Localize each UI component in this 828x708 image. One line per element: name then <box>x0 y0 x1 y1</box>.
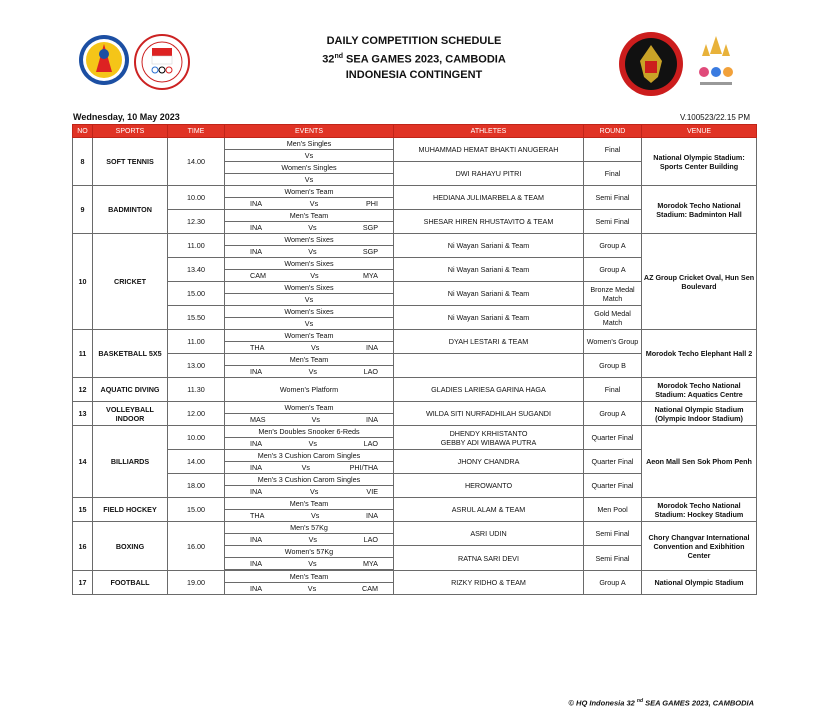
athlete-name: DWI RAHAYU PITRI <box>394 162 584 186</box>
table-row <box>73 138 757 150</box>
team-b: LAO <box>363 367 378 376</box>
round-label: Semi Final <box>584 522 642 546</box>
matchup <box>225 534 394 546</box>
athlete-name <box>394 426 584 450</box>
team-b: CAM <box>362 584 378 593</box>
event-time: 10.00 <box>168 186 225 210</box>
round-label: Group A <box>584 402 642 426</box>
vs-label: Vs <box>311 511 320 520</box>
title-line-1: DAILY COMPETITION SCHEDULE <box>326 35 502 47</box>
col-header-athletes: ATHLETES <box>394 125 584 138</box>
team-a: THA <box>250 511 265 520</box>
round-label: Final <box>584 138 642 162</box>
venue-name: National Olympic Stadium (Olympic Indoor Stadium) <box>642 402 757 426</box>
sport-name: BOXING <box>93 522 168 571</box>
team-a: INA <box>250 487 262 496</box>
event-time: 14.00 <box>168 138 225 186</box>
round-label: Group A <box>584 234 642 258</box>
row-number: 17 <box>73 571 93 595</box>
venue-name: AZ Group Cricket Oval, Hun Sen Boulevard <box>642 234 757 330</box>
event-time: 15.00 <box>168 282 225 306</box>
vs-label: Vs <box>307 584 317 593</box>
team-a: INA <box>250 367 262 376</box>
schedule-version: V.100523/22.15 PM <box>680 113 750 122</box>
matchup <box>225 366 394 378</box>
team-a: MAS <box>250 415 266 424</box>
round-label: Group A <box>584 571 642 595</box>
event-name: Women's Sixes <box>225 306 394 318</box>
matchup <box>225 198 394 210</box>
sport-name: FIELD HOCKEY <box>93 498 168 522</box>
table-row <box>73 186 757 198</box>
round-label: Quarter Final <box>584 474 642 498</box>
team-a: INA <box>250 247 262 256</box>
round-label: Bronze Medal Match <box>584 282 642 306</box>
team-a: INA <box>250 199 262 208</box>
vs-label: Vs <box>310 271 319 280</box>
vs-label: Vs <box>308 247 317 256</box>
team-b: LAO <box>363 439 378 448</box>
venue-name: National Olympic Stadium: Sports Center Building <box>642 138 757 186</box>
event-name: Men's Team <box>225 498 394 510</box>
sport-name: FOOTBALL <box>93 571 168 595</box>
sport-name: BASKETBALL 5X5 <box>93 330 168 378</box>
round-label: Final <box>584 378 642 402</box>
athlete-name: WILDA SITI NURFADHILAH SUGANDI <box>394 402 584 426</box>
team-a: INA <box>250 584 262 593</box>
col-header-no: NO <box>73 125 93 138</box>
sport-name: BADMINTON <box>93 186 168 234</box>
athlete-name: DYAH LESTARI & TEAM <box>394 330 584 354</box>
matchup: Vs <box>225 318 394 330</box>
event-name: Women's Sixes <box>225 258 394 270</box>
title-number: 32 <box>322 53 335 66</box>
round-label: Final <box>584 162 642 186</box>
athlete-name: RIZKY RIDHO & TEAM <box>394 571 584 595</box>
col-header-venue: VENUE <box>642 125 757 138</box>
event-name: Men's 3 Cushion Carom Singles <box>225 450 394 462</box>
vs-label: Vs <box>311 415 320 424</box>
event-time: 15.50 <box>168 306 225 330</box>
title-line-3: INDONESIA CONTINGENT <box>345 68 483 81</box>
vs-label: Vs <box>308 535 317 544</box>
col-header-time: TIME <box>168 125 225 138</box>
row-number: 14 <box>73 426 93 498</box>
athlete-name: Ni Wayan Sariani & Team <box>394 282 584 306</box>
team-b: INA <box>366 415 378 424</box>
row-number: 16 <box>73 522 93 571</box>
event-name: Men's Team <box>225 354 394 366</box>
team-b: SGP <box>362 223 378 232</box>
event-time: 11.00 <box>168 234 225 258</box>
round-label: Men Pool <box>584 498 642 522</box>
matchup <box>225 510 394 522</box>
event-time: 16.00 <box>168 522 225 571</box>
event-name: Men's 3 Cushion Carom Singles <box>225 474 394 486</box>
event-time: 15.00 <box>168 498 225 522</box>
round-label: Semi Final <box>584 186 642 210</box>
team-a: INA <box>250 463 262 472</box>
event-time: 19.00 <box>168 571 225 595</box>
event-name: Women's Team <box>225 330 394 342</box>
team-b: SGP <box>362 247 378 256</box>
team-a: THA <box>250 343 265 352</box>
venue-name: Morodok Techo National Stadium: Aquatics Centre <box>642 378 757 402</box>
venue-name: Morodok Techo National Stadium: Badminton Hall <box>642 186 757 234</box>
round-label: Group A <box>584 258 642 282</box>
title-line-2 <box>0 49 828 68</box>
team-b: PHI <box>366 199 378 208</box>
matchup <box>225 270 394 282</box>
vs-label: Vs <box>308 367 317 376</box>
venue-name: Aeon Mall Sen Sok Phom Penh <box>642 426 757 498</box>
athlete-name: ASRUL ALAM & TEAM <box>394 498 584 522</box>
team-b: PHI/THA <box>349 463 378 472</box>
table-row <box>73 378 757 402</box>
table-row <box>73 498 757 510</box>
vs-label: Vs <box>311 343 320 352</box>
event-time: 11.30 <box>168 378 225 402</box>
table-row <box>73 426 757 438</box>
row-number: 13 <box>73 402 93 426</box>
athlete-name: HEDIANA JULIMARBELA & TEAM <box>394 186 584 210</box>
row-number: 8 <box>73 138 93 186</box>
event-name: Men's Singles <box>225 138 394 150</box>
athlete-name-2: GEBBY ADI WIBAWA PUTRA <box>440 437 537 447</box>
event-name: Men's Doubles Snooker 6-Reds <box>225 426 394 438</box>
event-time: 12.00 <box>168 402 225 426</box>
event-time: 11.00 <box>168 330 225 354</box>
col-header-events: EVENTS <box>225 125 394 138</box>
schedule-date: Wednesday, 10 May 2023 <box>73 112 180 122</box>
athlete-name <box>394 354 584 378</box>
event-name: Women's Team <box>225 186 394 198</box>
event-time: 13.40 <box>168 258 225 282</box>
event-name: Men's Team <box>225 210 394 222</box>
matchup <box>225 414 394 426</box>
event-time: 12.30 <box>168 210 225 234</box>
table-row <box>73 330 757 342</box>
footer-event: SEA GAMES 2023, CAMBODIA <box>643 698 754 708</box>
matchup <box>225 438 394 450</box>
athlete-name: HEROWANTO <box>394 474 584 498</box>
team-a: INA <box>250 439 262 448</box>
event-name: Women's 57Kg <box>225 546 394 558</box>
venue-name: Morodok Techo Elephant Hall 2 <box>642 330 757 378</box>
event-name: Women's Singles <box>225 162 394 174</box>
event-time: 18.00 <box>168 474 225 498</box>
matchup <box>225 583 394 595</box>
table-row <box>73 522 757 534</box>
event-name: Women's Team <box>225 402 394 414</box>
event-name: Men's Team <box>225 571 394 583</box>
team-a: CAM <box>250 271 266 280</box>
matchup: Vs <box>225 174 394 186</box>
footer-ordinal: nd <box>636 698 643 704</box>
event-time: 13.00 <box>168 354 225 378</box>
title-event: SEA GAMES 2023, CAMBODIA <box>343 53 506 66</box>
venue-name: Chory Changvar International Convention and Exibhition Center <box>642 522 757 571</box>
col-header-sports: SPORTS <box>93 125 168 138</box>
page-title <box>0 34 828 83</box>
vs-label: Vs <box>308 439 317 448</box>
row-number: 11 <box>73 330 93 378</box>
athlete-name: MUHAMMAD HEMAT BHAKTI ANUGERAH <box>394 138 584 162</box>
athlete-name: Ni Wayan Sariani & Team <box>394 234 584 258</box>
venue-name: Morodok Techo National Stadium: Hockey Stadium <box>642 498 757 522</box>
event-name: Women's Sixes <box>225 282 394 294</box>
athlete-name: RATNA SARI DEVI <box>394 546 584 571</box>
venue-name: National Olympic Stadium <box>642 571 757 595</box>
round-label: Gold Medal Match <box>584 306 642 330</box>
team-b: INA <box>366 511 378 520</box>
team-a: INA <box>250 535 262 544</box>
round-label: Semi Final <box>584 210 642 234</box>
event-name: Women's Sixes <box>225 234 394 246</box>
col-header-round: ROUND <box>584 125 642 138</box>
table-row <box>73 234 757 246</box>
matchup <box>225 558 394 570</box>
event-time: 10.00 <box>168 426 225 450</box>
row-number: 12 <box>73 378 93 402</box>
table-row <box>73 571 757 583</box>
sport-name: VOLLEYBALL INDOOR <box>93 402 168 426</box>
team-b: MYA <box>362 559 378 568</box>
sport-name: SOFT TENNIS <box>93 138 168 186</box>
team-a: INA <box>250 223 262 232</box>
vs-label: Vs <box>309 199 319 208</box>
team-b: VIE <box>366 487 378 496</box>
sport-name: CRICKET <box>93 234 168 330</box>
table-row <box>73 402 757 414</box>
sport-name: AQUATIC DIVING <box>93 378 168 402</box>
athlete-name: ASRI UDIN <box>394 522 584 546</box>
vs-label: Vs <box>301 463 310 472</box>
matchup <box>225 222 394 234</box>
row-number: 9 <box>73 186 93 234</box>
event-name: Men's 57Kg <box>225 522 394 534</box>
team-b: MYA <box>362 271 378 280</box>
round-label: Semi Final <box>584 546 642 571</box>
matchup <box>225 462 394 474</box>
round-label: Quarter Final <box>584 426 642 450</box>
athlete-name-1: DHENDY KRHISTANTO <box>449 428 528 438</box>
athlete-name: GLADIES LARIESA GARINA HAGA <box>394 378 584 402</box>
team-b: INA <box>366 343 378 352</box>
schedule-table <box>72 124 757 595</box>
footer-credit <box>568 698 754 708</box>
team-a: INA <box>250 559 262 568</box>
matchup <box>225 486 394 498</box>
athlete-name: Ni Wayan Sariani & Team <box>394 306 584 330</box>
matchup: Vs <box>225 294 394 306</box>
athlete-name: Ni Wayan Sariani & Team <box>394 258 584 282</box>
sport-name: BILLIARDS <box>93 426 168 498</box>
footer-text: © HQ Indonesia 32 <box>568 698 637 708</box>
title-ordinal: nd <box>334 53 343 60</box>
event-time: 14.00 <box>168 450 225 474</box>
round-label: Group B <box>584 354 642 378</box>
athlete-name: SHESAR HIREN RHUSTAVITO & TEAM <box>394 210 584 234</box>
matchup <box>225 342 394 354</box>
round-label: Quarter Final <box>584 450 642 474</box>
row-number: 10 <box>73 234 93 330</box>
round-label: Women's Group <box>584 330 642 354</box>
vs-label: Vs <box>308 223 317 232</box>
matchup <box>225 246 394 258</box>
table-header-row <box>73 125 757 138</box>
matchup: Vs <box>225 150 394 162</box>
athlete-name: JHONY CHANDRA <box>394 450 584 474</box>
vs-label: Vs <box>308 559 317 568</box>
row-number: 15 <box>73 498 93 522</box>
team-b: LAO <box>363 535 378 544</box>
event-name: Women's Platform <box>225 378 394 402</box>
vs-label: Vs <box>310 487 319 496</box>
